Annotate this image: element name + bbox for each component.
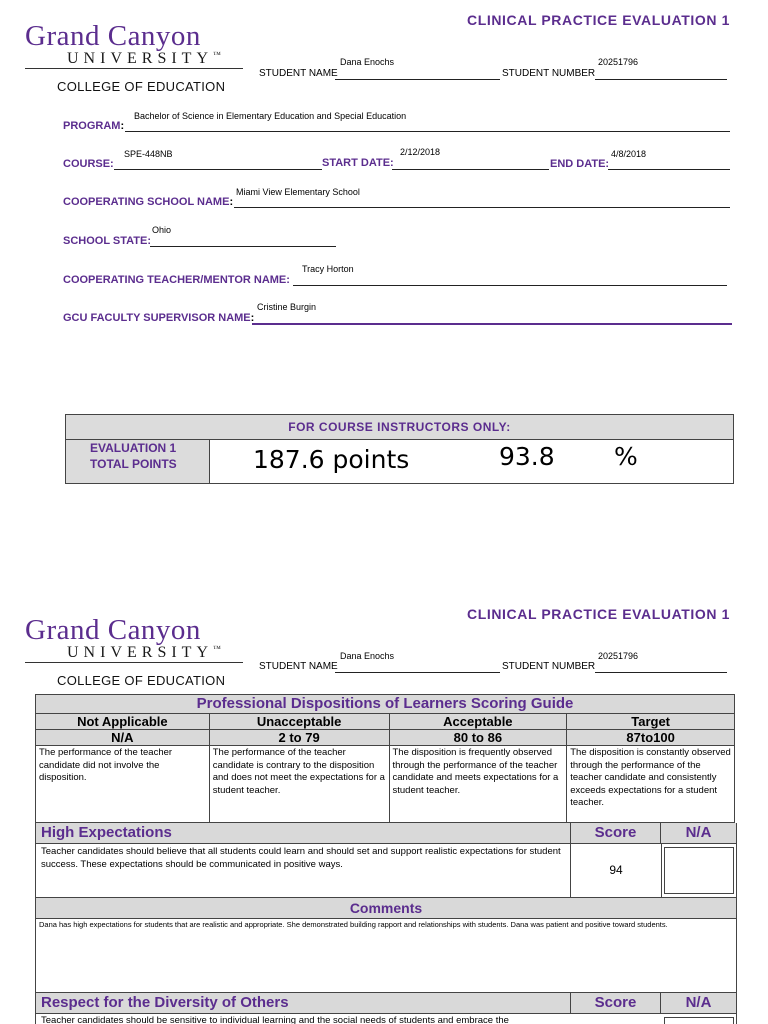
coop-school-line — [234, 207, 730, 208]
logo-grand-canyon-2: Grand Canyon — [25, 614, 201, 646]
logo-tm-2: ™ — [213, 644, 221, 653]
column-heading-not-applicable: Not Applicable — [36, 714, 210, 730]
logo-divider — [25, 68, 243, 69]
coop-teacher-value: Tracy Horton — [302, 264, 354, 274]
respect-diversity-description: Teacher candidates should be sensitive to individual learning and the social needs of students and embrace the — [41, 1015, 509, 1024]
high-expectations-score[interactable]: 94 — [609, 863, 623, 877]
student-number-label: STUDENT NUMBER — [502, 68, 596, 79]
description-target: The disposition is constantly observed through the performance of the teacher candidate and consistently exceeds expectations for a student teacher. — [567, 746, 735, 823]
course-label: COURSE: — [63, 158, 114, 170]
coop-school-label-text: COOPERATING SCHOOL NAME — [63, 196, 230, 208]
school-state-value: Ohio — [152, 225, 172, 235]
evaluation-label-cell — [66, 440, 210, 483]
start-date-value: 2/12/2018 — [400, 147, 441, 157]
logo-university-text: UNIVERSITY — [67, 50, 213, 67]
school-state-label: SCHOOL STATE: — [63, 235, 151, 247]
high-expectations-header — [36, 823, 571, 843]
scoring-guide-table — [35, 694, 735, 823]
program-line — [125, 131, 730, 132]
column-heading-acceptable: Acceptable — [389, 714, 567, 730]
coop-school-label: COOPERATING SCHOOL NAME: — [63, 196, 234, 208]
logo-college: COLLEGE OF EDUCATION — [57, 79, 226, 94]
scoring-guide — [35, 694, 737, 1024]
evaluation-title: CLINICAL PRACTICE EVALUATION 1 — [466, 12, 730, 28]
program-label-text: PROGRAM — [63, 120, 121, 132]
scoring-guide-title: Professional Dispositions of Learners Scoring Guide — [36, 695, 735, 714]
logo-divider-2 — [25, 662, 243, 663]
respect-diversity-section — [35, 993, 737, 1024]
range-target: 87to100 — [567, 730, 735, 746]
supervisor-label: GCU FACULTY SUPERVISOR NAME: — [63, 312, 255, 324]
school-state-line — [150, 246, 336, 247]
score-cell — [570, 844, 662, 897]
column-heading-target: Target — [567, 714, 735, 730]
instructors-box — [65, 414, 734, 484]
course-line — [114, 169, 322, 170]
high-expectations-description: Teacher candidates should believe that all students could learn and should set and support realistic expectations for student success. These expectations should be communicated in positive ways. — [41, 846, 561, 870]
student-name-value: Dana Enochs — [340, 57, 395, 67]
respect-diversity-divider — [36, 1013, 736, 1014]
na-header-2: N/A — [661, 993, 736, 1013]
program-label: PROGRAM: — [63, 120, 125, 132]
logo-university-2 — [67, 645, 221, 661]
instructors-heading: FOR COURSE INSTRUCTORS ONLY: — [66, 415, 733, 440]
student-number-line — [595, 79, 727, 80]
student-number-label-2: STUDENT NUMBER — [502, 661, 596, 672]
start-date-label: START DATE: — [322, 157, 394, 169]
program-value: Bachelor of Science in Elementary Education and Special Education — [134, 111, 407, 121]
logo-grand-canyon: Grand Canyon — [25, 20, 201, 52]
high-expectations-title: High Expectations — [41, 824, 172, 841]
comments-header: Comments — [36, 898, 736, 919]
logo-university — [67, 51, 221, 67]
student-number-value: 20251796 — [598, 57, 639, 67]
score-header: Score — [571, 823, 661, 843]
supervisor-value: Cristine Burgin — [257, 302, 317, 312]
score-header-2: Score — [571, 993, 661, 1013]
respect-diversity-header — [36, 993, 571, 1013]
coop-teacher-line — [293, 285, 727, 286]
range-not-applicable: N/A — [36, 730, 210, 746]
logo-college-2: COLLEGE OF EDUCATION — [57, 673, 226, 688]
total-points-value: 187.6 points — [253, 445, 410, 474]
coop-teacher-label: COOPERATING TEACHER/MENTOR NAME: — [63, 274, 290, 286]
course-value: SPE-448NB — [124, 149, 173, 159]
student-name-label: STUDENT NAME — [259, 68, 338, 79]
range-unacceptable: 2 to 79 — [209, 730, 389, 746]
student-name-label-2: STUDENT NAME — [259, 661, 338, 672]
supervisor-line — [252, 323, 732, 325]
student-number-line-2 — [595, 672, 727, 673]
logo-tm: ™ — [213, 50, 221, 59]
respect-diversity-title: Respect for the Diversity of Others — [41, 994, 289, 1011]
student-name-line — [335, 79, 500, 80]
comments-section — [35, 898, 737, 993]
supervisor-label-text: GCU FACULTY SUPERVISOR NAME — [63, 312, 251, 324]
description-unacceptable: The performance of the teacher candidate is contrary to the disposition and does not meet the expectations for a student teacher. — [209, 746, 389, 823]
range-acceptable: 80 to 86 — [389, 730, 567, 746]
percent-value: 93.8 — [499, 442, 555, 471]
student-name-line-2 — [335, 672, 500, 673]
end-date-value: 4/8/2018 — [611, 149, 647, 159]
percent-sign: % — [614, 442, 638, 471]
coop-school-value: Miami View Elementary School — [236, 187, 360, 197]
description-not-applicable: The performance of the teacher candidate did not involve the disposition. — [36, 746, 210, 823]
evaluation-label-line1: EVALUATION 1 — [90, 441, 177, 455]
na-checkbox-2[interactable] — [664, 1017, 734, 1024]
end-date-line — [608, 169, 730, 170]
evaluation-label-line2: TOTAL POINTS — [90, 457, 177, 471]
student-name-value-2: Dana Enochs — [340, 651, 395, 661]
logo-university-text-2: UNIVERSITY — [67, 644, 213, 661]
end-date-label: END DATE: — [550, 158, 610, 170]
start-date-line — [392, 169, 549, 170]
column-heading-unacceptable: Unacceptable — [209, 714, 389, 730]
comments-text[interactable]: Dana has high expectations for students that are realistic and appropriate. She demonstrated building rapport and relationships with students. Dana was patient and positive toward students. — [39, 920, 668, 929]
student-number-value-2: 20251796 — [598, 651, 639, 661]
evaluation-title-2: CLINICAL PRACTICE EVALUATION 1 — [466, 606, 730, 622]
na-header: N/A — [661, 823, 736, 843]
high-expectations-section — [35, 823, 737, 898]
na-checkbox[interactable] — [664, 847, 734, 894]
description-acceptable: The disposition is frequently observed through the performance of the teacher candidate and meets expectations for a student teacher. — [389, 746, 567, 823]
